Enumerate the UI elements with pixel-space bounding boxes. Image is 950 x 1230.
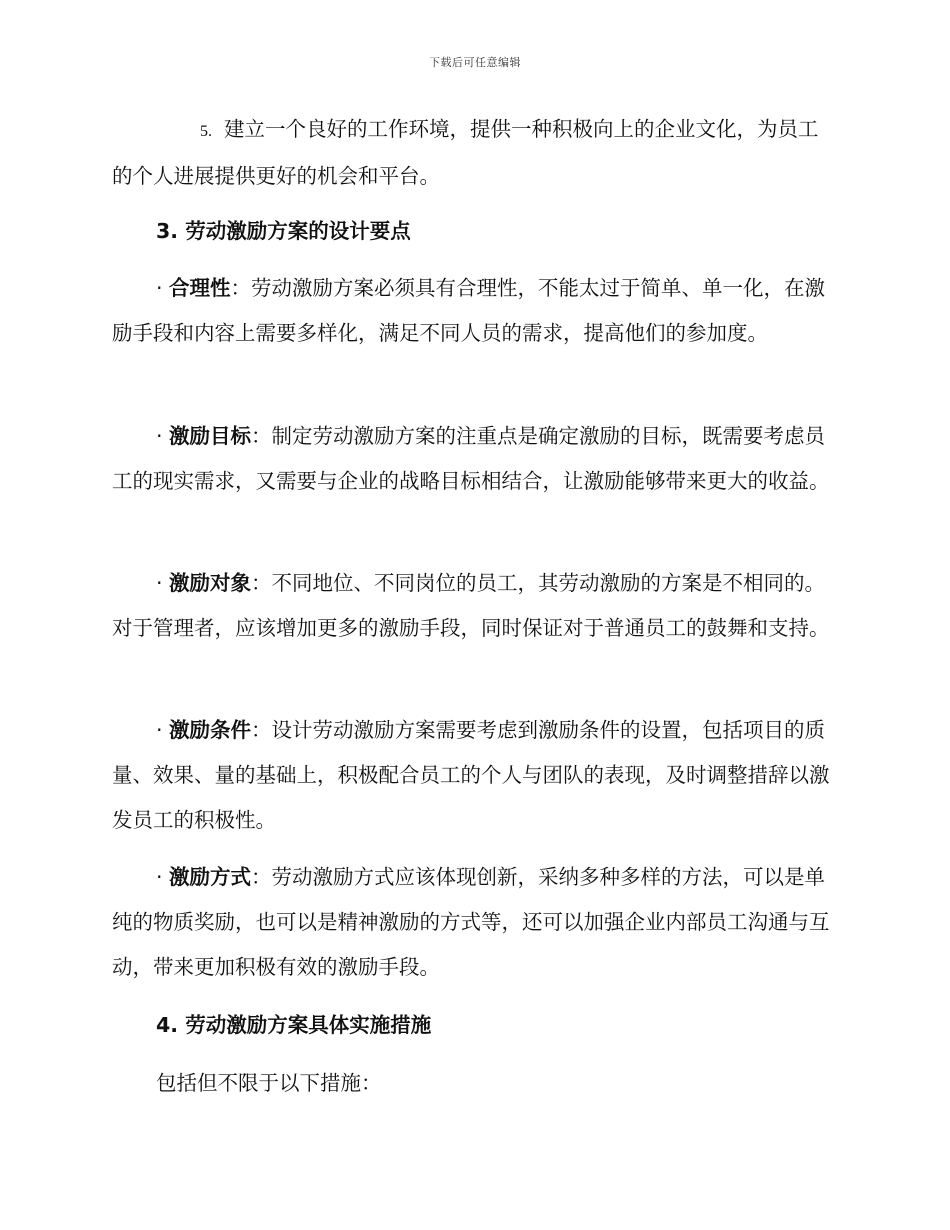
bullet-text: 劳动激励方案必须具有合理性，不能太过于简单、单一化，在激励手段和内容上需要多样化，满足不同人员的需求，提高他们的参加度。 [112,276,826,345]
bullet-term: 激励方式 [169,865,252,889]
bullet-text: 劳动激励方式应该体现创新，采纳多种多样的方法，可以是单纯的物质奖励，也可以是精神激励的方式等，还可以加强企业内部员工沟通与互动，带来更加积极有效的激励手段。 [112,865,830,979]
bullet-text: 设计劳动激励方案需要考虑到激励条件的设置，包括项目的质量、效果、量的基础上，积极配合员工的个人与团队的表现，及时调整措辞以激发员工的积极性。 [112,718,830,832]
section-heading-4: 4. 劳动激励方案具体实施措施 [156,1013,432,1037]
bullet-paragraph [112,266,834,356]
bullet-separator: ： [251,718,272,742]
bullet-term: 激励条件 [169,718,252,742]
bullet-paragraph [112,855,834,990]
bullet-marker: · [156,276,170,300]
list-item-number: 5. [200,123,212,140]
bullet-text: 制定劳动激励方案的注重点是确定激励的目标，既需要考虑员工的现实需求，又需要与企业的战略目标相结合，让激励能够带来更大的收益。 [112,424,830,493]
section-intro: 包括但不限于以下措施： [156,1071,382,1095]
bullet-separator: ： [251,865,272,889]
bullet-marker: · [156,718,170,742]
bullet-paragraph [112,561,834,651]
bullet-marker: · [156,571,170,595]
bullet-term: 激励目标 [169,424,252,448]
bullet-separator: ： [251,424,272,448]
bullet-term: 合理性 [169,276,231,300]
bullet-paragraph [112,414,834,504]
bullet-paragraph [112,708,834,843]
list-item-text: 建立一个良好的工作环境，提供一种积极向上的企业文化，为员工的个人进展提供更好的机会和平台。 [112,117,819,188]
bullet-marker: · [156,424,170,448]
bullet-separator: ： [251,571,272,595]
bullet-marker: · [156,865,170,889]
bullet-term: 激励对象 [169,571,252,595]
section-heading-3: 3. 劳动激励方案的设计要点 [156,219,411,243]
bullet-separator: ： [230,276,252,300]
bullet-text: 不同地位、不同岗位的员工，其劳动激励的方案是不相同的。对于管理者，应该增加更多的激励手段，同时保证对于普通员工的鼓舞和支持。 [112,571,830,640]
page-header: 下载后可任意编辑 [429,56,521,69]
list-item-5 [112,107,834,199]
